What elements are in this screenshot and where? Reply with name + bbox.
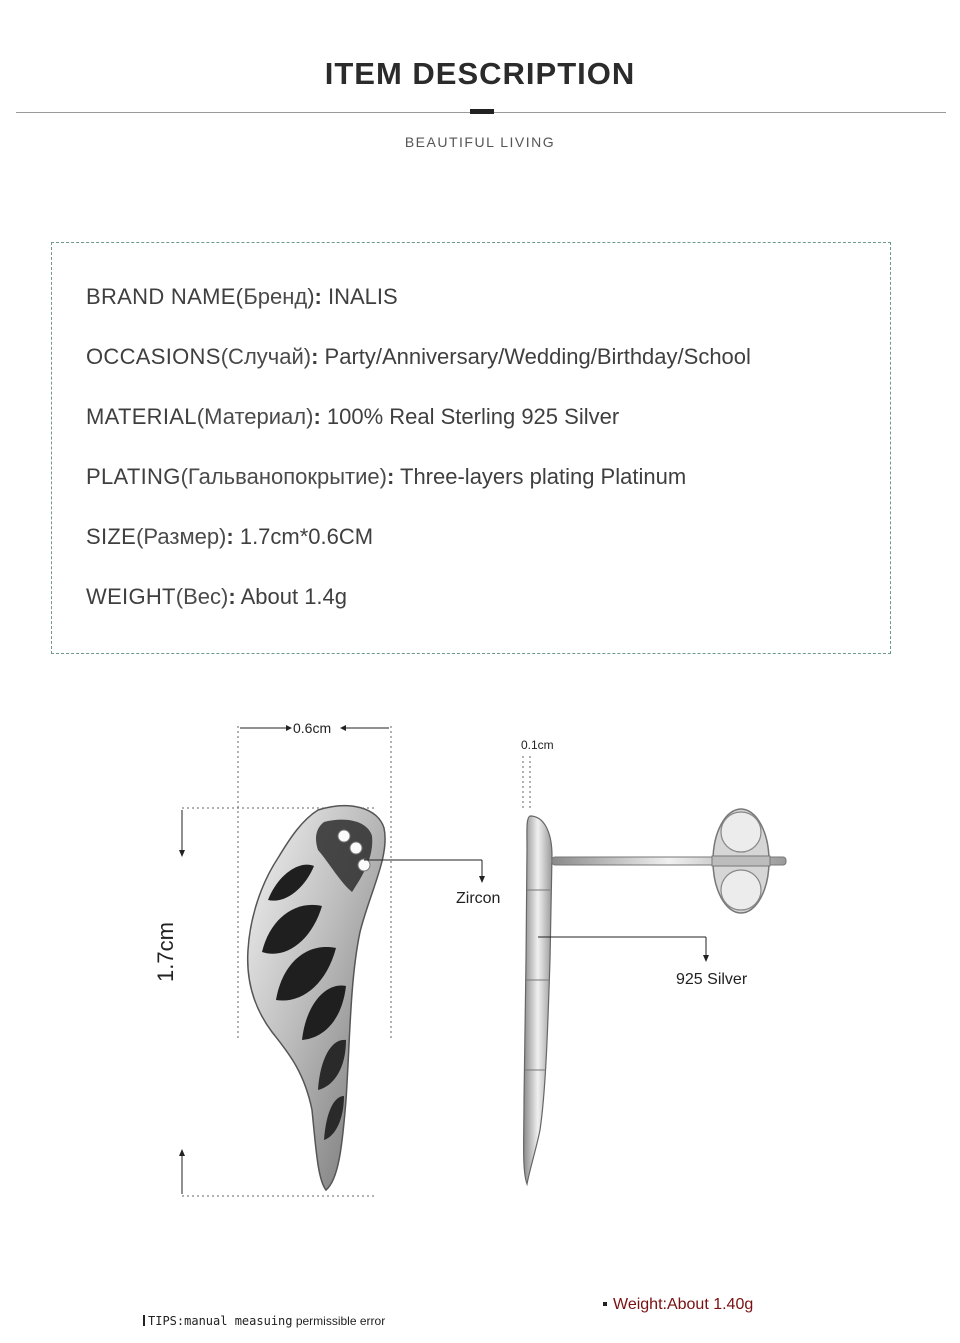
page-title: ITEM DESCRIPTION [324, 56, 636, 91]
spec-sep: : [314, 284, 322, 309]
wing-earring-side [524, 809, 786, 1184]
tips-note [143, 1314, 385, 1328]
spec-ru: (Размер) [136, 524, 227, 549]
thickness-label: 0.1cm [521, 738, 554, 752]
spec-value: 1.7cm*0.6CM [233, 524, 374, 549]
spec-value: 100% Real Sterling 925 Silver [320, 404, 620, 429]
spec-key: PLATING [86, 464, 181, 489]
spec-key: MATERIAL [86, 404, 197, 429]
spec-key: SIZE [86, 524, 137, 549]
spec-row-material [86, 404, 619, 430]
spec-sep: : [226, 524, 234, 549]
spec-value: Party/Anniversary/Wedding/Birthday/School [318, 344, 751, 369]
spec-sep: : [228, 584, 236, 609]
width-label: 0.6cm [293, 720, 332, 736]
diagram-drawing [0, 660, 960, 1338]
tips-suffix: permissible error [292, 1314, 386, 1328]
spec-key: OCCASIONS [86, 344, 221, 369]
spec-ru: (Материал) [196, 404, 314, 429]
spec-ru: (Гальванопокрытие) [180, 464, 387, 489]
spec-close: ) [307, 284, 315, 309]
spec-sep: : [311, 344, 319, 369]
zircon-label: Zircon [456, 890, 501, 907]
height-label: 1.7cm [153, 922, 178, 982]
spec-ru: (Случай) [220, 344, 312, 369]
spec-row-plating [86, 464, 686, 490]
tips-prefix: TIPS:manual measuing [148, 1314, 293, 1328]
tips-bar-icon [143, 1315, 145, 1326]
spec-sep: : [386, 464, 395, 489]
spec-key: WEIGHT [86, 584, 176, 609]
height-arrowhead-top [179, 850, 185, 857]
silver-label: 925 Silver [676, 971, 748, 988]
spec-ru: (Вес) [175, 584, 229, 609]
width-arrowhead-left [286, 725, 292, 731]
weight-note [603, 1296, 753, 1314]
height-arrowhead-bottom [179, 1149, 185, 1156]
spec-key: BRAND NAME( [86, 284, 244, 309]
header-divider-accent [470, 109, 494, 114]
spec-row-brand [86, 284, 398, 310]
spec-value: INALIS [321, 284, 398, 309]
zircon-callout-arrowhead [479, 876, 485, 883]
bullet-icon [603, 1302, 607, 1306]
spec-row-occasions [86, 344, 751, 370]
spec-row-weight [86, 584, 347, 610]
spec-ru: Бренд [243, 284, 308, 309]
spec-value: Three-layers plating Platinum [394, 464, 687, 489]
weight-note-text: Weight:About 1.40g [613, 1296, 754, 1313]
spec-row-size [86, 524, 373, 550]
page-subtitle: BEAUTIFUL LIVING [404, 134, 556, 150]
spec-sep: : [313, 404, 321, 429]
product-diagram [0, 660, 960, 1338]
spec-value: About 1.4g [235, 584, 348, 609]
width-arrowhead-right [340, 725, 346, 731]
silver-callout-arrowhead [703, 955, 709, 962]
wing-earring-front [248, 806, 385, 1190]
